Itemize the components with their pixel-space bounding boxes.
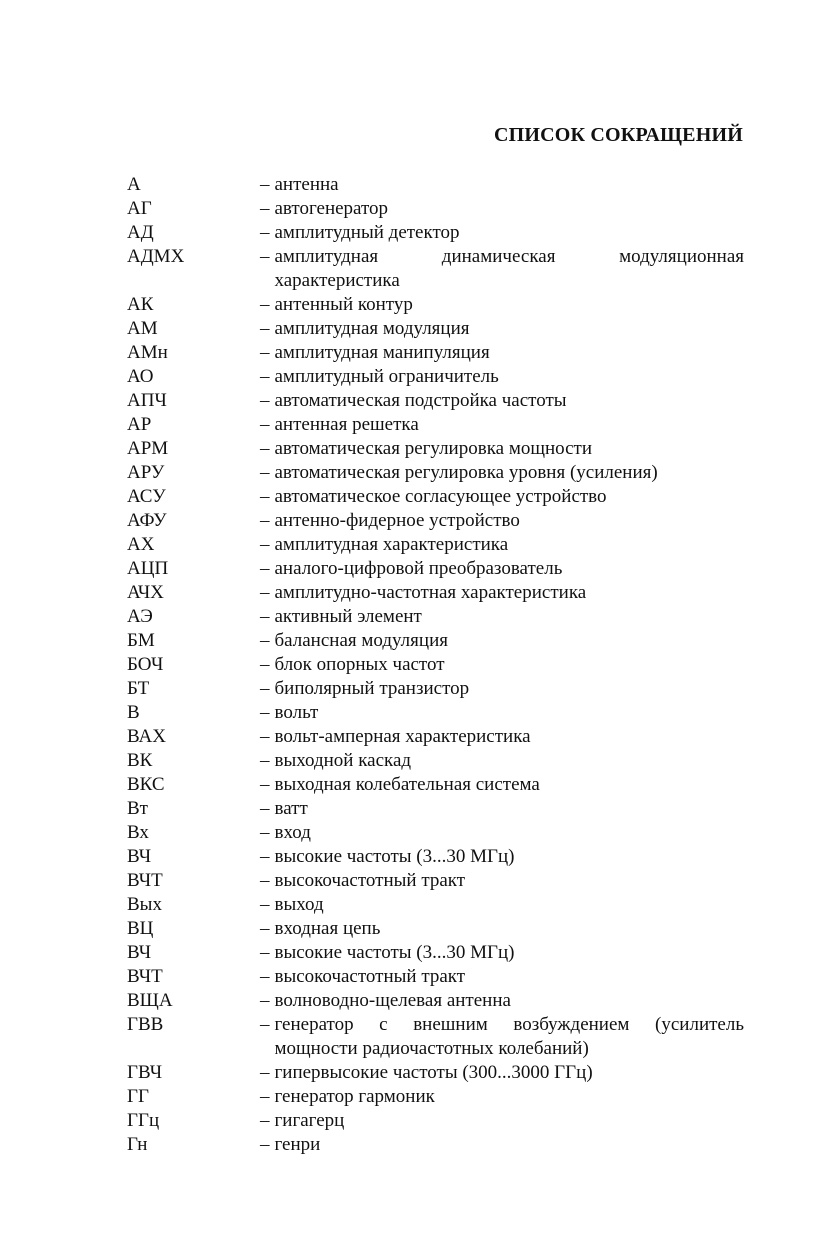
abbreviation-definition: автогенератор (274, 198, 389, 219)
abbreviation-definition: высокочастотный тракт (274, 870, 466, 891)
abbreviation-entry (127, 581, 744, 605)
abbreviation-entry (127, 1085, 744, 1109)
dash-separator: – (260, 918, 270, 939)
abbreviation-entry (127, 773, 744, 797)
abbreviation-list (127, 173, 744, 1157)
abbreviation-definition-wrap (260, 1085, 744, 1109)
abbreviation-entry (127, 365, 744, 389)
dash-separator: – (260, 438, 270, 459)
abbreviation-entry (127, 629, 744, 653)
abbreviation-definition-wrap (260, 293, 744, 317)
abbreviation-entry (127, 341, 744, 365)
dash-separator: – (260, 822, 270, 843)
abbreviation-definition: амплитудный ограничитель (274, 366, 499, 387)
abbreviation-entry (127, 821, 744, 845)
abbreviation-term: Вх (127, 822, 149, 843)
dash-separator: – (260, 798, 270, 819)
dash-separator: – (260, 486, 270, 507)
abbreviation-entry (127, 1109, 744, 1133)
abbreviation-term: АГ (127, 198, 152, 219)
abbreviation-definition: автоматическое согласующее устройство (274, 486, 607, 507)
abbreviation-term: ГВВ (127, 1014, 164, 1035)
abbreviation-definition-wrap (260, 797, 744, 821)
abbreviation-definition: высокие частоты (3...30 МГц) (274, 942, 515, 963)
abbreviation-definition: антенная решетка (274, 414, 419, 435)
abbreviation-definition: амплитудно-частотная характеристика (274, 582, 587, 603)
abbreviation-entry (127, 461, 744, 485)
dash-separator: – (260, 606, 270, 627)
abbreviation-entry (127, 389, 744, 413)
abbreviation-term: Вт (127, 798, 148, 819)
abbreviation-definition: волноводно-щелевая антенна (274, 990, 511, 1011)
abbreviation-definition: гипервысокие частоты (300...3000 ГГц) (274, 1062, 593, 1083)
abbreviation-definition: аналого-цифровой преобразователь (274, 558, 563, 579)
abbreviation-entry (127, 245, 744, 293)
abbreviation-definition-wrap (260, 749, 744, 773)
abbreviation-definition: амплитудная модуляция (274, 318, 470, 339)
abbreviation-definition-wrap (260, 581, 744, 605)
abbreviation-definition-wrap (260, 725, 744, 749)
abbreviation-entry (127, 293, 744, 317)
abbreviation-definition-wrap (260, 173, 744, 197)
dash-separator: – (260, 534, 270, 555)
abbreviation-definition-wrap (260, 1133, 744, 1157)
abbreviation-term: АК (127, 294, 154, 315)
abbreviation-entry (127, 1013, 744, 1061)
abbreviation-definition-wrap (260, 917, 744, 941)
abbreviation-definition: автоматическая регулировка мощности (274, 438, 593, 459)
abbreviation-entry (127, 917, 744, 941)
abbreviation-entry (127, 413, 744, 437)
abbreviation-definition: высокочастотный тракт (274, 966, 466, 987)
abbreviation-definition: амплитудная характеристика (274, 534, 509, 555)
abbreviation-entry (127, 557, 744, 581)
abbreviation-term: АДМХ (127, 246, 185, 267)
abbreviation-term: ВЧТ (127, 870, 163, 891)
page-title: СПИСОК СОКРАЩЕНИЙ (493, 124, 743, 146)
abbreviation-definition: антенна (274, 174, 339, 195)
abbreviation-term: А (127, 174, 141, 195)
abbreviation-definition-wrap (260, 533, 744, 557)
dash-separator: – (260, 222, 270, 243)
abbreviation-definition-wrap (260, 629, 744, 653)
abbreviation-term: ГГ (127, 1086, 149, 1107)
abbreviation-entry (127, 533, 744, 557)
dash-separator: – (260, 774, 270, 795)
abbreviation-entry (127, 317, 744, 341)
abbreviation-definition: вольт (274, 702, 319, 723)
abbreviation-entry (127, 845, 744, 869)
dash-separator: – (260, 678, 270, 699)
dash-separator: – (260, 318, 270, 339)
dash-separator: – (260, 510, 270, 531)
abbreviation-definition-wrap (260, 893, 744, 917)
abbreviation-definition-wrap (260, 989, 744, 1013)
abbreviation-definition: вход (274, 822, 311, 843)
dash-separator: – (260, 750, 270, 771)
abbreviation-definition-wrap (260, 821, 744, 845)
dash-separator: – (260, 942, 270, 963)
abbreviation-definition: входная цепь (274, 918, 381, 939)
abbreviation-entry (127, 173, 744, 197)
abbreviation-term: АЭ (127, 606, 153, 627)
abbreviation-definition-wrap (260, 653, 744, 677)
abbreviation-definition-wrap (260, 413, 744, 437)
abbreviation-entry (127, 1061, 744, 1085)
abbreviation-definition-wrap (260, 389, 744, 413)
abbreviation-term: ВЧТ (127, 966, 163, 987)
dash-separator: – (260, 246, 270, 267)
abbreviation-term: БМ (127, 630, 155, 651)
abbreviation-definition-wrap (260, 605, 744, 629)
abbreviation-definition-wrap (260, 245, 744, 293)
abbreviation-term: ГГц (127, 1110, 160, 1131)
abbreviation-term: АЦП (127, 558, 169, 579)
abbreviation-term: АСУ (127, 486, 166, 507)
abbreviation-definition-wrap (260, 317, 744, 341)
abbreviation-definition: антенный контур (274, 294, 413, 315)
abbreviation-definition-wrap (260, 869, 744, 893)
abbreviation-entry (127, 797, 744, 821)
abbreviation-definition: генри (274, 1134, 321, 1155)
abbreviation-term: АР (127, 414, 152, 435)
abbreviation-entry (127, 701, 744, 725)
abbreviation-definition: вольт-амперная характеристика (274, 726, 531, 747)
abbreviation-definition-wrap (260, 941, 744, 965)
abbreviation-definition: амплитудная динамическая модуляционная характеристика (274, 246, 744, 291)
abbreviation-entry (127, 653, 744, 677)
abbreviation-term: БТ (127, 678, 150, 699)
abbreviation-definition: генератор гармоник (274, 1086, 435, 1107)
abbreviation-entry (127, 605, 744, 629)
dash-separator: – (260, 1086, 270, 1107)
dash-separator: – (260, 366, 270, 387)
abbreviation-definition-wrap (260, 773, 744, 797)
abbreviation-definition: биполярный транзистор (274, 678, 470, 699)
dash-separator: – (260, 558, 270, 579)
abbreviation-definition-wrap (260, 1061, 744, 1085)
abbreviation-entry (127, 197, 744, 221)
dash-separator: – (260, 1014, 270, 1035)
dash-separator: – (260, 174, 270, 195)
abbreviation-entry (127, 749, 744, 773)
abbreviation-term: Вых (127, 894, 162, 915)
abbreviation-definition: выходная колебательная система (274, 774, 540, 795)
abbreviation-definition: антенно-фидерное устройство (274, 510, 520, 531)
abbreviation-entry (127, 485, 744, 509)
dash-separator: – (260, 966, 270, 987)
abbreviation-term: ВК (127, 750, 153, 771)
abbreviation-definition: активный элемент (274, 606, 422, 627)
dash-separator: – (260, 1110, 270, 1131)
abbreviation-term: АД (127, 222, 154, 243)
abbreviation-term: БОЧ (127, 654, 164, 675)
abbreviation-term: АО (127, 366, 154, 387)
abbreviation-term: АФУ (127, 510, 167, 531)
dash-separator: – (260, 462, 270, 483)
abbreviation-definition-wrap (260, 845, 744, 869)
abbreviation-definition-wrap (260, 221, 744, 245)
abbreviation-definition-wrap (260, 1013, 744, 1061)
dash-separator: – (260, 726, 270, 747)
abbreviation-definition: балансная модуляция (274, 630, 448, 651)
abbreviation-entry (127, 437, 744, 461)
abbreviation-term: В (127, 702, 140, 723)
abbreviation-definition-wrap (260, 461, 744, 485)
dash-separator: – (260, 582, 270, 603)
dash-separator: – (260, 654, 270, 675)
abbreviation-definition: выходной каскад (274, 750, 412, 771)
abbreviation-term: ВЩА (127, 990, 173, 1011)
abbreviation-definition-wrap (260, 437, 744, 461)
abbreviation-entry (127, 221, 744, 245)
abbreviation-entry (127, 869, 744, 893)
abbreviation-term: АМн (127, 342, 168, 363)
abbreviation-definition: генератор с внешним возбуждением (усилитель мощности радиочастотных колебаний) (274, 1014, 744, 1059)
abbreviation-definition-wrap (260, 485, 744, 509)
abbreviation-term: АХ (127, 534, 155, 555)
abbreviation-definition: амплитудный детектор (274, 222, 460, 243)
abbreviation-entry (127, 509, 744, 533)
abbreviation-definition-wrap (260, 341, 744, 365)
dash-separator: – (260, 342, 270, 363)
abbreviation-definition: автоматическая регулировка уровня (усиления) (274, 462, 658, 483)
dash-separator: – (260, 294, 270, 315)
abbreviation-term: ГВЧ (127, 1062, 163, 1083)
abbreviation-term: АПЧ (127, 390, 167, 411)
abbreviation-entry (127, 893, 744, 917)
abbreviation-term: АРУ (127, 462, 165, 483)
dash-separator: – (260, 702, 270, 723)
abbreviation-definition: высокие частоты (3...30 МГц) (274, 846, 515, 867)
dash-separator: – (260, 1134, 270, 1155)
abbreviation-definition-wrap (260, 557, 744, 581)
abbreviation-definition-wrap (260, 509, 744, 533)
abbreviation-term: ВЦ (127, 918, 154, 939)
dash-separator: – (260, 870, 270, 891)
abbreviation-term: АМ (127, 318, 158, 339)
dash-separator: – (260, 198, 270, 219)
abbreviation-entry (127, 725, 744, 749)
dash-separator: – (260, 414, 270, 435)
abbreviation-definition-wrap (260, 965, 744, 989)
abbreviation-definition: гигагерц (274, 1110, 345, 1131)
abbreviation-definition-wrap (260, 197, 744, 221)
dash-separator: – (260, 990, 270, 1011)
dash-separator: – (260, 1062, 270, 1083)
abbreviation-term: ВКС (127, 774, 165, 795)
abbreviation-entry (127, 1133, 744, 1157)
abbreviation-definition: ватт (274, 798, 308, 819)
abbreviation-term: ВЧ (127, 846, 152, 867)
abbreviation-definition-wrap (260, 701, 744, 725)
abbreviation-entry (127, 941, 744, 965)
abbreviation-entry (127, 677, 744, 701)
abbreviation-definition-wrap (260, 1109, 744, 1133)
abbreviation-definition: выход (274, 894, 324, 915)
dash-separator: – (260, 390, 270, 411)
abbreviation-term: ВЧ (127, 942, 152, 963)
dash-separator: – (260, 846, 270, 867)
dash-separator: – (260, 630, 270, 651)
abbreviation-entry (127, 965, 744, 989)
abbreviation-definition-wrap (260, 365, 744, 389)
abbreviation-term: ВАХ (127, 726, 166, 747)
abbreviation-entry (127, 989, 744, 1013)
abbreviation-term: АРМ (127, 438, 169, 459)
abbreviation-definition-wrap (260, 677, 744, 701)
dash-separator: – (260, 894, 270, 915)
abbreviation-definition: амплитудная манипуляция (274, 342, 490, 363)
abbreviation-definition: автоматическая подстройка частоты (274, 390, 567, 411)
abbreviation-term: АЧХ (127, 582, 164, 603)
abbreviation-definition: блок опорных частот (274, 654, 445, 675)
abbreviation-term: Гн (127, 1134, 148, 1155)
